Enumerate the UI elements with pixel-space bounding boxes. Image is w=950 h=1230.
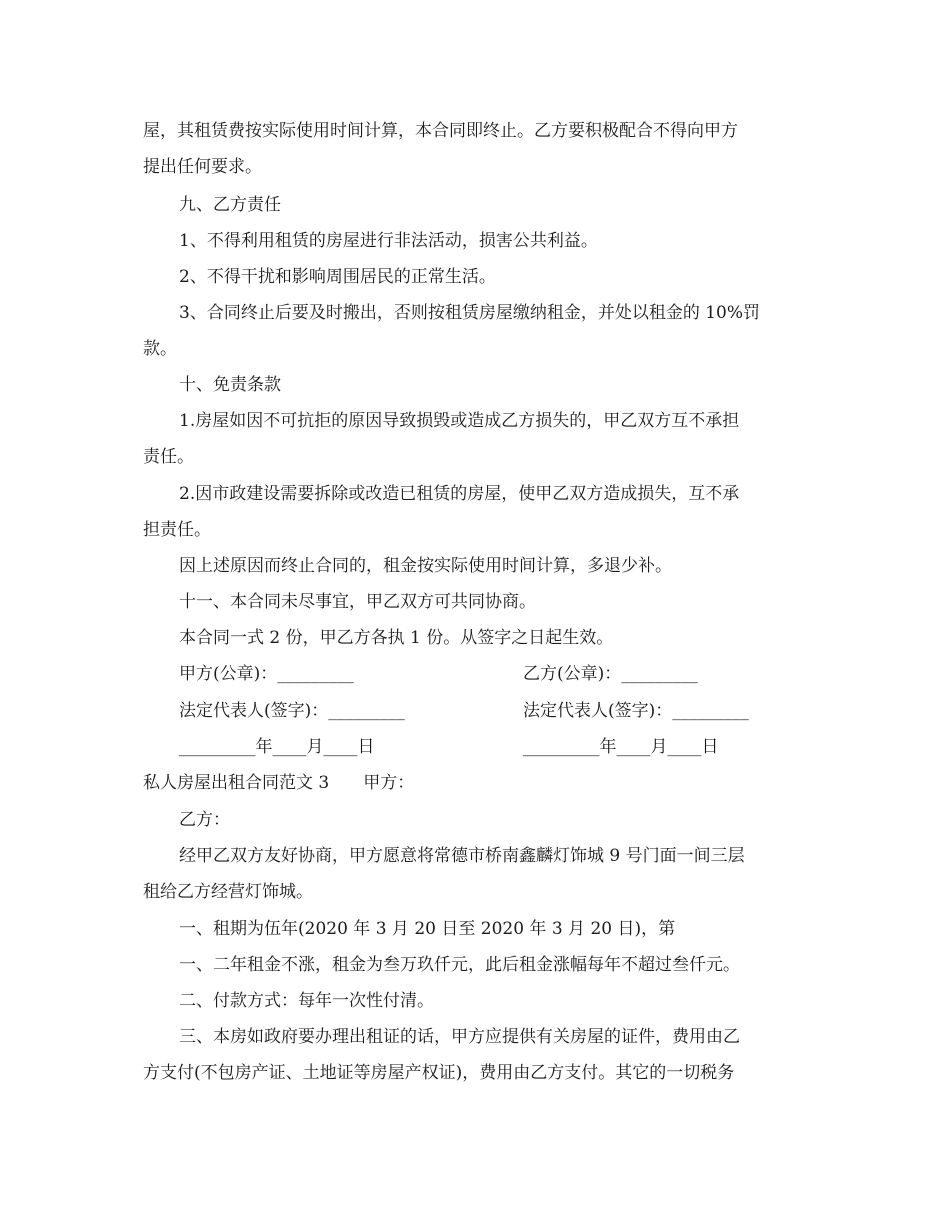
paragraph-line: 租给乙方经营灯饰城。 xyxy=(143,882,313,902)
paragraph-line: 一、二年租金不涨，租金为叁万玖仟元，此后租金涨幅每年不超过叁仟元。 xyxy=(179,955,740,975)
party-a-date-field: _________年____月____日 xyxy=(179,737,375,757)
paragraph-line: 提出任何要求。 xyxy=(143,157,262,177)
paragraph-line: 方支付(不包房产证、土地证等房屋产权证)，费用由乙方支付。其它的一切税务 xyxy=(143,1063,735,1083)
section-heading: 十、免责条款 xyxy=(179,375,281,395)
paragraph-line: 款。 xyxy=(143,339,177,359)
paragraph-line: 因上述原因而终止合同的，租金按实际使用时间计算，多退少补。 xyxy=(179,556,672,576)
paragraph-line: 1、不得利用租赁的房屋进行非法活动，损害公共利益。 xyxy=(179,231,598,251)
paragraph-line: 一、租期为伍年(2020 年 3 月 20 日至 2020 年 3 月 20 日)，第 xyxy=(179,919,676,939)
party-a-rep-field: 法定代表人(签字)：_________ xyxy=(179,701,405,721)
paragraph-line: 经甲乙双方友好协商，甲方愿意将常德市桥南鑫麟灯饰城 9 号门面一间三层 xyxy=(179,846,745,866)
paragraph-line: 十一、本合同未尽事宜，甲乙双方可共同协商。 xyxy=(179,592,536,612)
paragraph-line: 担责任。 xyxy=(143,520,211,540)
contract-title-line: 私人房屋出租合同范文 3 甲方： xyxy=(143,773,415,793)
party-b-date-field: _________年____月____日 xyxy=(523,737,719,757)
section-heading: 九、乙方责任 xyxy=(179,195,281,215)
paragraph-line: 三、本房如政府要办理出租证的话，甲方应提供有关房屋的证件，费用由乙 xyxy=(179,1027,740,1047)
paragraph-line: 乙方： xyxy=(179,810,230,830)
party-a-seal-field: 甲方(公章)：_________ xyxy=(179,664,354,684)
party-b-seal-field: 乙方(公章)：_________ xyxy=(523,664,698,684)
paragraph-line: 责任。 xyxy=(143,447,194,467)
paragraph-line: 2、不得干扰和影响周围居民的正常生活。 xyxy=(179,267,496,287)
paragraph-line: 3、合同终止后要及时搬出，否则按租赁房屋缴纳租金，并处以租金的 10%罚 xyxy=(179,303,761,323)
party-b-rep-field: 法定代表人(签字)：_________ xyxy=(523,701,749,721)
paragraph-line: 2.因市政建设需要拆除或改造已租赁的房屋，使甲乙双方造成损失，互不承 xyxy=(179,484,740,504)
paragraph-line: 屋，其租赁费按实际使用时间计算，本合同即终止。乙方要积极配合不得向甲方 xyxy=(143,121,738,141)
paragraph-line: 二、付款方式：每年一次性付清。 xyxy=(179,991,434,1011)
paragraph-line: 1.房屋如因不可抗拒的原因导致损毁或造成乙方损失的，甲乙双方互不承担 xyxy=(179,411,740,431)
paragraph-line: 本合同一式 2 份，甲乙方各执 1 份。从签字之日起生效。 xyxy=(179,628,614,648)
